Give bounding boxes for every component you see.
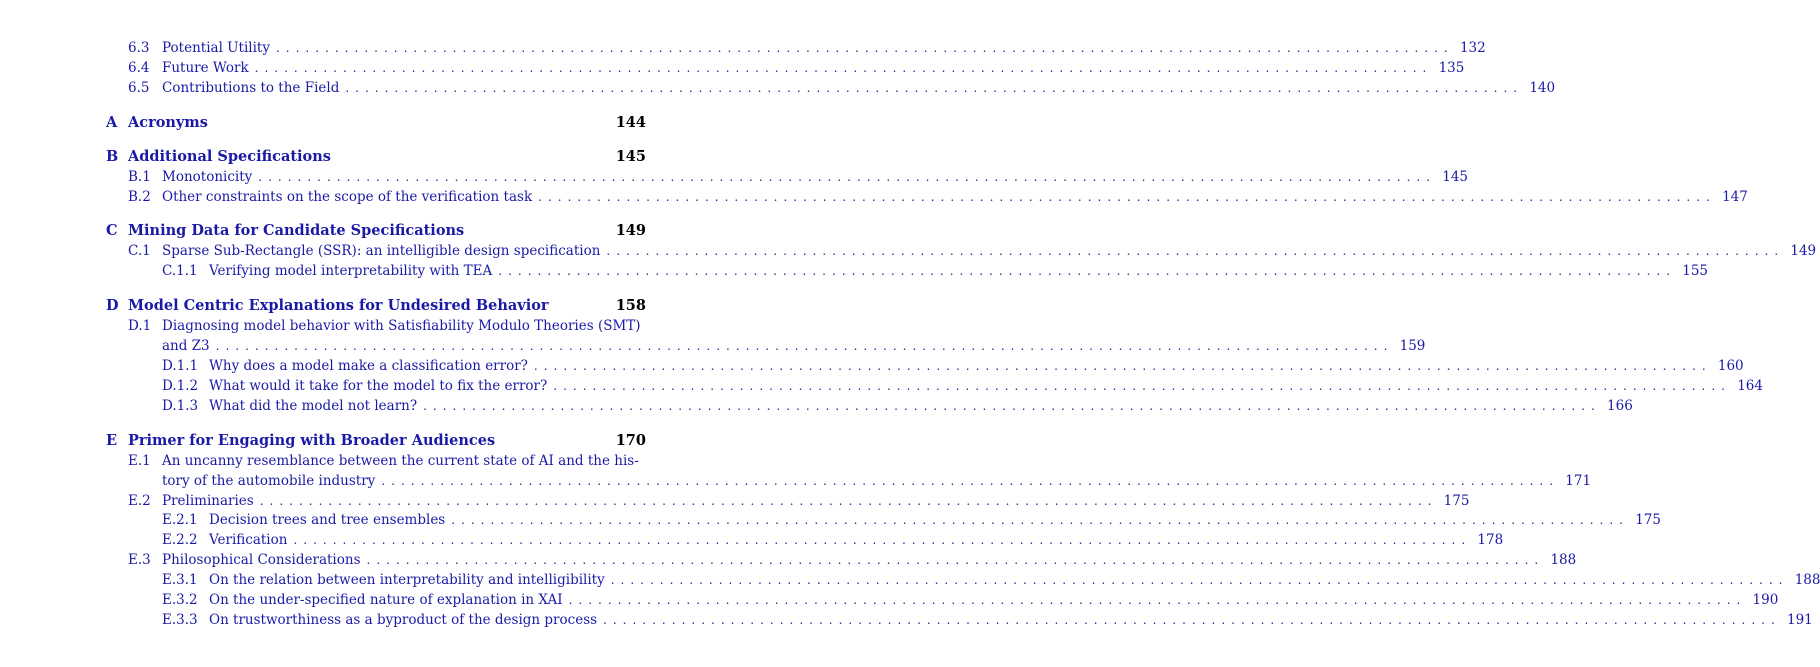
- toc-entry[interactable]: [128, 551, 1577, 569]
- page-number: 164: [1737, 378, 1763, 394]
- toc-entry[interactable]: [128, 492, 1470, 510]
- entry-title: Additional Specifications: [128, 148, 331, 165]
- toc-entry[interactable]: [162, 611, 1813, 629]
- toc-entry[interactable]: [162, 531, 1504, 549]
- entry-number: B.1: [128, 169, 151, 185]
- entry-number: B.2: [128, 189, 151, 205]
- entry-title: An uncanny resemblance between the current state of AI and the his-: [162, 453, 639, 469]
- entry-number: C.1: [128, 243, 151, 259]
- entry-title: On trustworthiness as a byproduct of the design process: [209, 612, 598, 628]
- entry-title: Contributions to the Field: [162, 80, 340, 96]
- dot-leader: ........................................................................................................................: [345, 81, 1524, 95]
- toc-entry[interactable]: [128, 452, 646, 470]
- toc-entry[interactable]: [128, 59, 1465, 77]
- page-number: 170: [615, 432, 646, 449]
- page-number: 145: [1442, 169, 1469, 185]
- dot-leader: ........................................................................................................................: [498, 264, 1677, 278]
- entry-title: Model Centric Explanations for Undesired Behavior: [128, 297, 549, 314]
- entry-number: 6.5: [128, 80, 150, 96]
- entry-title: Verifying model interpretability with TEA: [209, 263, 493, 279]
- page-number: 159: [1399, 338, 1426, 354]
- entry-title: Why does a model make a classification error?: [209, 358, 528, 374]
- entry-title: On the under-specified nature of explanation in XAI: [209, 592, 563, 608]
- page-number: 155: [1682, 263, 1709, 279]
- entry-number: D.1.1: [162, 358, 199, 374]
- entry-title: Other constraints on the scope of the verification task: [162, 189, 533, 205]
- entry-number: E.2.1: [162, 512, 198, 528]
- page-number: 171: [1565, 473, 1592, 489]
- entry-title: Philosophical Considerations: [162, 552, 361, 568]
- page-number: 160: [1717, 358, 1744, 374]
- toc-entry[interactable]: [162, 397, 1633, 415]
- entry-title: Acronyms: [128, 114, 208, 131]
- entry-number: 6.4: [128, 60, 150, 76]
- dot-leader: ........................................................................................................................: [275, 41, 1454, 55]
- page-number: 135: [1438, 60, 1465, 76]
- toc-entry[interactable]: [128, 188, 1748, 206]
- page-number: 188: [1550, 552, 1577, 568]
- page-number: 140: [1529, 80, 1556, 96]
- toc-chapter-entry[interactable]: [106, 222, 646, 240]
- entry-title: What did the model not learn?: [209, 398, 418, 414]
- entry-number: D.1.3: [162, 398, 199, 414]
- toc-entry[interactable]: [162, 262, 1709, 280]
- entry-title: On the relation between interpretability and intelligibility: [209, 572, 605, 588]
- page-number: 149: [1790, 243, 1817, 259]
- toc-chapter-entry[interactable]: [106, 114, 646, 132]
- entry-number: D.1: [128, 318, 152, 334]
- entry-number: B: [106, 148, 119, 165]
- entry-number: E.3: [128, 552, 151, 568]
- dot-leader: ........................................................................................................................: [538, 190, 1716, 204]
- page-number: 149: [615, 222, 646, 239]
- dot-leader: ........................................................................................................................: [610, 573, 1789, 587]
- entry-number: E.1: [128, 453, 151, 469]
- entry-title: Diagnosing model behavior with Satisfiability Modulo Theories (SMT): [162, 318, 641, 334]
- dot-leader: ........................................................................................................................: [606, 244, 1785, 258]
- entry-number: E.3.1: [162, 572, 198, 588]
- entry-title: Verification: [209, 532, 288, 548]
- entry-number: E.2: [128, 493, 151, 509]
- dot-leader: ........................................................................................................................: [423, 399, 1601, 413]
- toc-entry[interactable]: [162, 591, 1779, 609]
- page-number: 145: [615, 148, 646, 165]
- toc-entry[interactable]: [128, 317, 646, 335]
- dot-leader: ........................................................................................................................: [568, 593, 1747, 607]
- toc-chapter-entry[interactable]: [106, 432, 646, 450]
- toc-entry[interactable]: [162, 377, 1763, 395]
- page-number: 158: [615, 297, 646, 314]
- toc-entry[interactable]: [162, 337, 1426, 355]
- dot-leader: ........................................................................................................................: [533, 359, 1712, 373]
- toc-entry[interactable]: [162, 472, 1592, 490]
- page-number: 190: [1752, 592, 1779, 608]
- entry-number: A: [106, 114, 118, 131]
- toc-entry[interactable]: [128, 242, 1817, 260]
- toc-entry[interactable]: [162, 357, 1744, 375]
- dot-leader: ........................................................................................................................: [215, 339, 1394, 353]
- entry-number: C: [106, 222, 118, 239]
- entry-number: E.3.2: [162, 592, 198, 608]
- dot-leader: ........................................................................................................................: [258, 170, 1437, 184]
- toc-entry[interactable]: [128, 79, 1556, 97]
- entry-title: What would it take for the model to fix the error?: [209, 378, 548, 394]
- page-number: 144: [615, 114, 646, 131]
- page-number: 132: [1459, 40, 1486, 56]
- toc-entry[interactable]: [162, 571, 1820, 589]
- toc-entry[interactable]: [128, 168, 1469, 186]
- dot-leader: ........................................................................................................................: [259, 494, 1438, 508]
- entry-title: Primer for Engaging with Broader Audiences: [128, 432, 496, 449]
- dot-leader: ........................................................................................................................: [381, 474, 1560, 488]
- entry-title: tory of the automobile industry: [162, 473, 376, 489]
- entry-number: D: [106, 297, 119, 314]
- page-number: 178: [1477, 532, 1504, 548]
- entry-title: Potential Utility: [162, 40, 270, 56]
- page-number: 191: [1787, 612, 1813, 628]
- entry-title: Mining Data for Candidate Specifications: [128, 222, 465, 239]
- page-number: 175: [1443, 493, 1470, 509]
- entry-number: E: [106, 432, 118, 449]
- dot-leader: ........................................................................................................................: [293, 533, 1472, 547]
- entry-title: Preliminaries: [162, 493, 254, 509]
- toc-entry[interactable]: [162, 511, 1661, 529]
- page-number: 188: [1794, 572, 1820, 588]
- entry-number: E.2.2: [162, 532, 198, 548]
- dot-leader: ........................................................................................................................: [553, 379, 1731, 393]
- toc-entry[interactable]: [128, 39, 1486, 57]
- toc-chapter-entry[interactable]: [106, 297, 646, 315]
- dot-leader: ........................................................................................................................: [451, 513, 1629, 527]
- entry-number: C.1.1: [162, 263, 198, 279]
- entry-title: Future Work: [162, 60, 249, 76]
- dot-leader: ........................................................................................................................: [603, 613, 1781, 627]
- page-number: 175: [1635, 512, 1661, 528]
- dot-leader: ........................................................................................................................: [366, 553, 1545, 567]
- dot-leader: ........................................................................................................................: [254, 61, 1433, 75]
- toc-chapter-entry[interactable]: [106, 148, 646, 166]
- page-number: 147: [1722, 189, 1748, 205]
- entry-number: D.1.2: [162, 378, 199, 394]
- page-number: 166: [1607, 398, 1633, 414]
- entry-title: Sparse Sub-Rectangle (SSR): an intelligible design specification: [162, 243, 601, 259]
- entry-title: Decision trees and tree ensembles: [209, 512, 446, 528]
- entry-title: and Z3: [162, 338, 210, 354]
- entry-number: 6.3: [128, 40, 150, 56]
- entry-title: Monotonicity: [162, 169, 253, 185]
- entry-number: E.3.3: [162, 612, 198, 628]
